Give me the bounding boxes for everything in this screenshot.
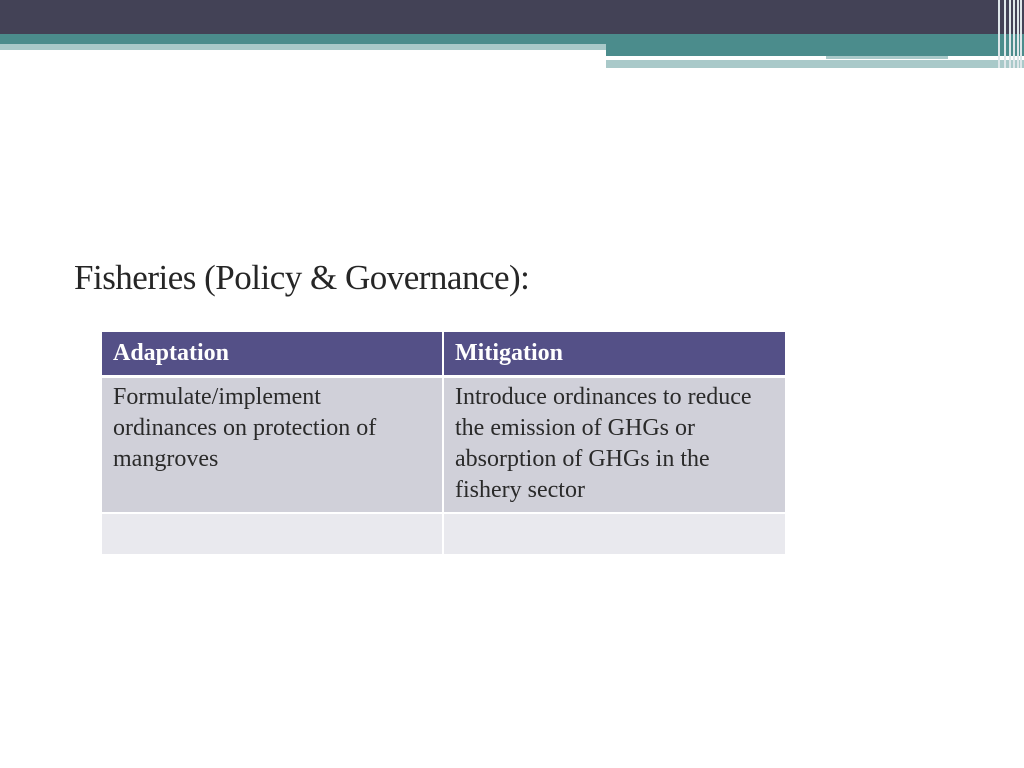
header-dark-band	[0, 0, 1024, 34]
table-cell-mitigation: Introduce ordinances to reduce the emission of GHGs or absorption of GHGs in the fishery sector	[443, 377, 785, 514]
table-row	[102, 513, 785, 555]
column-header-mitigation: Mitigation	[443, 332, 785, 377]
table-row	[102, 377, 785, 514]
column-header-adaptation: Adaptation	[102, 332, 443, 377]
table-cell-mitigation	[443, 513, 785, 555]
policy-table	[102, 332, 785, 556]
table-header-row	[102, 332, 785, 377]
header-light-band	[0, 44, 606, 50]
header-thin-line	[826, 56, 948, 59]
header-teal-band	[0, 34, 1024, 44]
header-stripes	[994, 0, 1024, 68]
table-cell-adaptation: Formulate/implement ordinances on protection of mangroves	[102, 377, 443, 514]
slide-title: Fisheries (Policy & Governance):	[74, 258, 530, 297]
header-teal-step	[606, 44, 1024, 56]
table-cell-adaptation	[102, 513, 443, 555]
header-light-tail	[606, 60, 1024, 68]
